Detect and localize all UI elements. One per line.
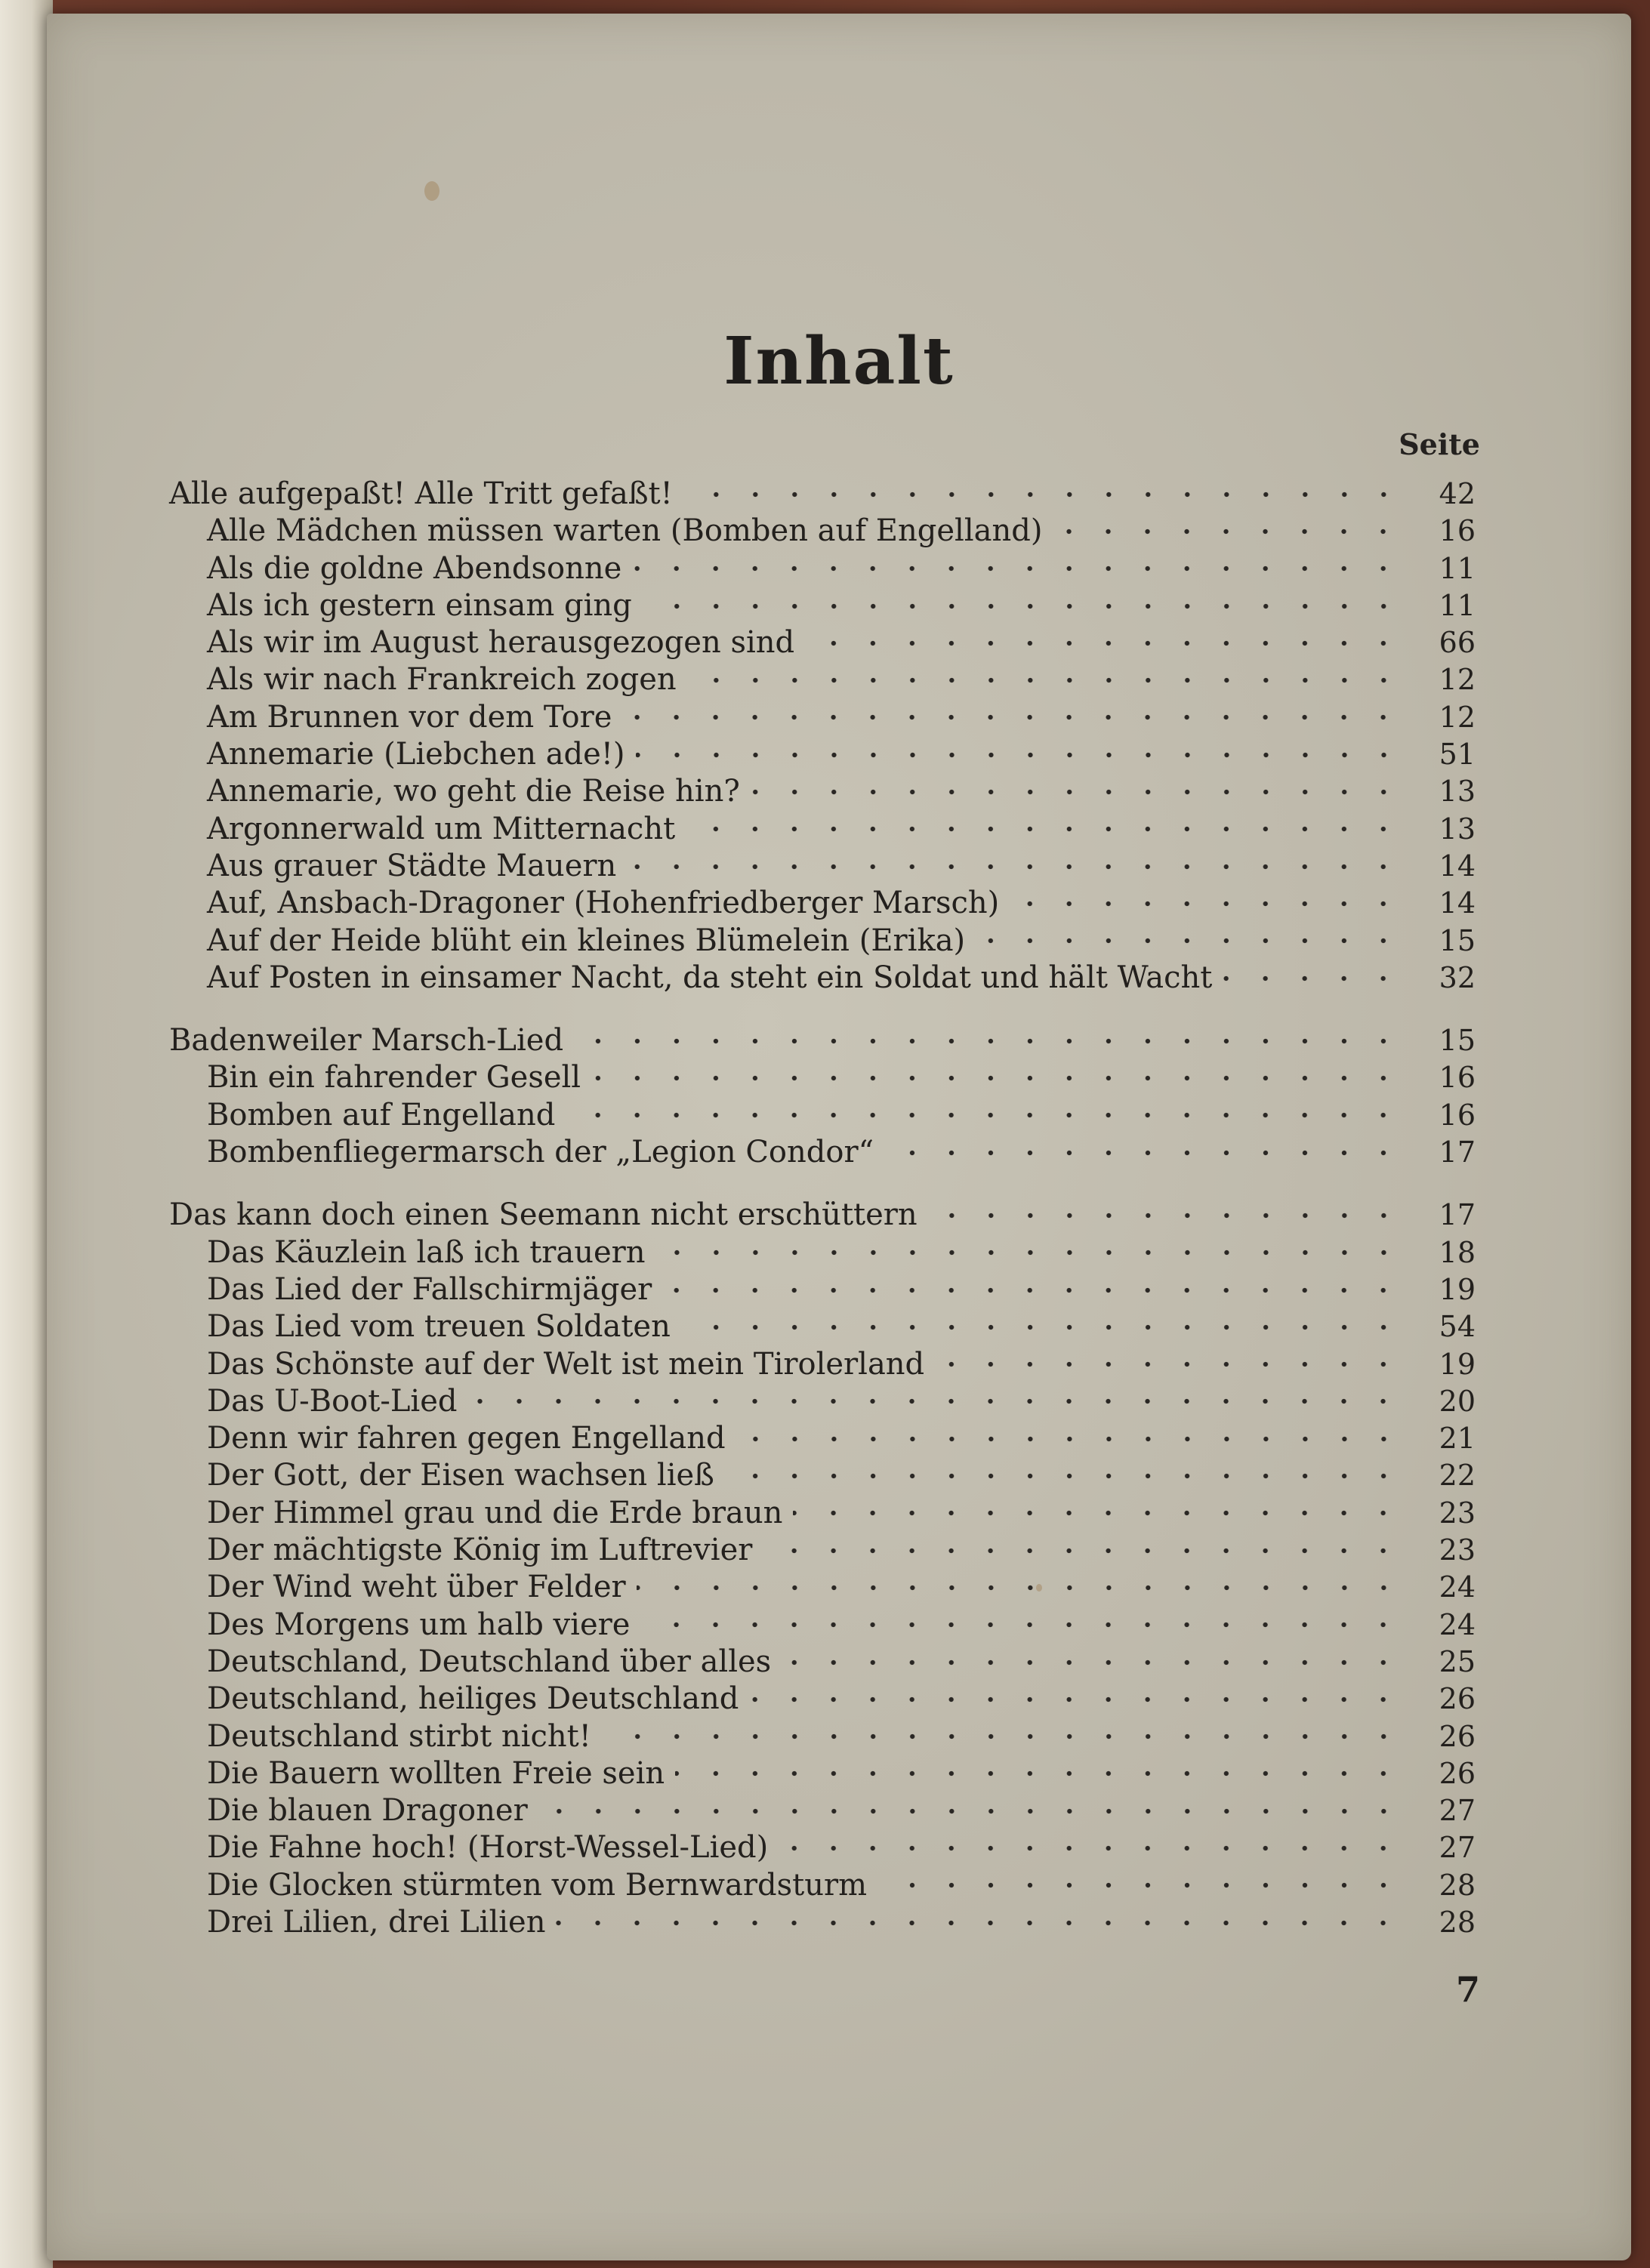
- toc-entry-page: 13: [1439, 775, 1476, 809]
- toc-entry-page: 24: [1439, 1570, 1476, 1604]
- toc-entry-title: Denn wir fahren gegen Engelland: [207, 1421, 726, 1456]
- toc-entry-title: Das Lied vom treuen Soldaten: [207, 1309, 671, 1345]
- toc-entry: [169, 885, 1476, 922]
- toc-entry: [169, 923, 1476, 960]
- toc-entry-page: 28: [1439, 1905, 1476, 1939]
- dot-leader: [467, 1397, 1403, 1406]
- toc-entry: [169, 476, 1476, 513]
- toc-entry-title: Der Himmel grau und die Erde braun: [207, 1495, 783, 1530]
- dot-leader: [1010, 899, 1403, 908]
- toc-entry-page: 26: [1439, 1756, 1476, 1790]
- paper-stain: [424, 181, 439, 201]
- dot-leader: [976, 936, 1403, 945]
- table-of-contents: [169, 476, 1476, 1967]
- toc-entry-title: Auf Posten in einsamer Nacht, da steht ein Soldat und hält Wacht: [207, 960, 1213, 995]
- toc-entry-title: Der Wind weht über Felder: [207, 1570, 626, 1605]
- toc-entry-title: Badenweiler Marsch-Lied: [169, 1023, 564, 1059]
- toc-entry-page: 21: [1439, 1422, 1476, 1456]
- dot-leader: [928, 1211, 1403, 1220]
- toc-entry: [169, 1718, 1476, 1755]
- dot-leader: [779, 1844, 1403, 1853]
- dot-leader: [640, 1620, 1403, 1629]
- toc-entry: [169, 1457, 1476, 1494]
- toc-entry-page: 12: [1439, 700, 1476, 734]
- dot-leader: [681, 1323, 1403, 1332]
- toc-entry-title: Deutschland, Deutschland über alles: [207, 1644, 772, 1679]
- toc-entry: [169, 1234, 1476, 1271]
- toc-entry: [169, 1904, 1476, 1941]
- toc-entry-title: Als wir nach Frankreich zogen: [207, 662, 677, 698]
- dot-leader: [793, 1508, 1403, 1518]
- toc-entry-title: Am Brunnen vor dem Tore: [207, 699, 612, 735]
- dot-leader: [884, 1148, 1403, 1157]
- toc-entry: [169, 960, 1476, 997]
- toc-entry-page: 11: [1439, 588, 1476, 622]
- toc-entry-title: Bomben auf Engelland: [207, 1097, 556, 1132]
- toc-entry-title: Als die goldne Abendsonne: [207, 550, 622, 586]
- toc-entry-page: 14: [1439, 849, 1476, 883]
- toc-entry-title: Bin ein fahrender Gesell: [207, 1060, 581, 1095]
- toc-entry: [169, 661, 1476, 698]
- toc-entry: [169, 1681, 1476, 1718]
- page-number: 7: [1455, 1969, 1480, 2010]
- toc-entry: [169, 1420, 1476, 1457]
- toc-entry-page: 51: [1439, 738, 1476, 772]
- toc-entry: [169, 1644, 1476, 1681]
- dot-leader: [935, 1360, 1403, 1369]
- dot-leader: [736, 1434, 1403, 1444]
- toc-entry-page: 42: [1439, 477, 1476, 510]
- toc-entry: [169, 1346, 1476, 1383]
- toc-entry-page: 19: [1439, 1347, 1476, 1381]
- toc-entry: [169, 1607, 1476, 1644]
- toc-entry-title: Alle aufgepaßt! Alle Tritt gefaßt!: [169, 476, 673, 511]
- toc-entry-page: 17: [1439, 1198, 1476, 1232]
- toc-entry-page: 25: [1439, 1644, 1476, 1678]
- toc-entry: [169, 513, 1476, 550]
- toc-entry-page: 26: [1439, 1719, 1476, 1753]
- dot-leader: [805, 639, 1403, 648]
- toc-entry-page: 28: [1439, 1868, 1476, 1902]
- toc-entry-page: 66: [1439, 626, 1476, 660]
- dot-leader: [675, 1769, 1403, 1778]
- toc-entry-title: Des Morgens um halb viere: [207, 1607, 631, 1642]
- dot-leader: [686, 824, 1403, 834]
- dot-leader: [782, 1658, 1403, 1667]
- toc-entry-title: Die Glocken stürmten vom Bernwardsturm: [207, 1867, 868, 1903]
- toc-entry-title: Das Schönste auf der Welt ist mein Tirolerland: [207, 1346, 925, 1382]
- toc-entry-page: 27: [1439, 1794, 1476, 1828]
- toc-entry-page: 23: [1439, 1496, 1476, 1530]
- dot-leader: [751, 787, 1403, 797]
- toc-entry-title: Das Lied der Fallschirmjäger: [207, 1271, 652, 1307]
- toc-entry-title: Der mächtigste König im Luftrevier: [207, 1533, 753, 1568]
- page-title: Inhalt: [723, 323, 955, 399]
- book-page: [47, 14, 1631, 2260]
- toc-entry-title: Die blauen Dragoner: [207, 1793, 528, 1829]
- toc-entry-page: 13: [1439, 812, 1476, 846]
- toc-entry-page: 17: [1439, 1136, 1476, 1169]
- toc-entry-page: 24: [1439, 1607, 1476, 1641]
- toc-entry: [169, 1197, 1476, 1234]
- toc-entry: [169, 1383, 1476, 1420]
- dot-leader: [643, 602, 1403, 611]
- toc-entry-title: Das U-Boot-Lied: [207, 1383, 458, 1419]
- dot-leader: [656, 1248, 1403, 1257]
- toc-entry: [169, 1495, 1476, 1532]
- toc-entry-title: Annemarie, wo geht die Reise hin?: [207, 774, 740, 809]
- dot-leader: [556, 1918, 1403, 1927]
- toc-entry-title: Auf der Heide blüht ein kleines Blümelein (Erika): [207, 923, 966, 958]
- toc-entry-title: Deutschland, heiliges Deutschland: [207, 1681, 739, 1717]
- toc-entry-title: Argonnerwald um Mitternacht: [207, 811, 676, 846]
- dot-leader: [662, 1286, 1403, 1295]
- toc-entry-title: Als ich gestern einsam ging: [207, 587, 632, 623]
- dot-leader: [632, 564, 1403, 573]
- dot-leader: [877, 1881, 1403, 1890]
- toc-entry: [169, 1829, 1476, 1866]
- dot-leader: [637, 1583, 1403, 1592]
- toc-entry-title: Das Käuzlein laß ich trauern: [207, 1234, 646, 1270]
- toc-entry-page: 15: [1439, 1024, 1476, 1058]
- toc-entry-page: 11: [1439, 551, 1476, 585]
- toc-entry: [169, 624, 1476, 661]
- toc-entry: [169, 736, 1476, 773]
- dot-leader: [725, 1471, 1403, 1481]
- toc-entry-title: Auf, Ansbach-Dragoner (Hohenfriedberger Marsch): [207, 886, 1000, 921]
- toc-entry-page: 27: [1439, 1831, 1476, 1865]
- toc-entry-page: 54: [1439, 1310, 1476, 1344]
- toc-entry-page: 18: [1439, 1235, 1476, 1269]
- toc-entry: [169, 811, 1476, 848]
- toc-entry-page: 23: [1439, 1533, 1476, 1567]
- toc-entry-page: 26: [1439, 1682, 1476, 1716]
- toc-entry: [169, 550, 1476, 587]
- toc-entry-title: Deutschland stirbt nicht!: [207, 1718, 591, 1754]
- dot-leader: [574, 1037, 1403, 1046]
- dot-leader: [627, 862, 1403, 871]
- dot-leader: [636, 750, 1403, 760]
- toc-entry-page: 16: [1439, 514, 1476, 548]
- toc-entry-title: Drei Lilien, drei Lilien: [207, 1904, 546, 1940]
- dot-leader: [683, 490, 1403, 499]
- dot-leader: [763, 1546, 1403, 1555]
- toc-entry: [169, 587, 1476, 624]
- toc-entry: [169, 1755, 1476, 1792]
- dot-leader: [749, 1695, 1403, 1704]
- toc-entry: [169, 1792, 1476, 1829]
- toc-entry: [169, 1059, 1476, 1096]
- toc-entry-page: 12: [1439, 663, 1476, 697]
- toc-entry-page: 14: [1439, 886, 1476, 920]
- dot-leader: [622, 713, 1403, 722]
- dot-leader: [602, 1732, 1403, 1741]
- toc-entry: [169, 699, 1476, 736]
- facing-page-edge: [0, 0, 53, 2268]
- toc-entry-page: 32: [1439, 960, 1476, 994]
- toc-entry: [169, 1271, 1476, 1308]
- toc-entry-title: Als wir im August herausgezogen sind: [207, 625, 795, 661]
- toc-entry-title: Aus grauer Städte Mauern: [207, 848, 617, 883]
- dot-leader: [1223, 974, 1403, 983]
- toc-entry: [169, 1022, 1476, 1059]
- toc-entry: [169, 773, 1476, 810]
- toc-entry-title: Annemarie (Liebchen ade!): [207, 737, 625, 772]
- toc-entry: [169, 1308, 1476, 1345]
- dot-leader: [591, 1074, 1403, 1083]
- toc-entry-title: Bombenfliegermarsch der „Legion Condor“: [207, 1135, 874, 1170]
- toc-entry: [169, 1867, 1476, 1904]
- toc-entry-page: 16: [1439, 1098, 1476, 1132]
- dot-leader: [566, 1111, 1403, 1120]
- toc-entry: [169, 1532, 1476, 1569]
- toc-group: [169, 1197, 1476, 1941]
- toc-entry-page: 22: [1439, 1459, 1476, 1493]
- toc-entry-title: Das kann doch einen Seemann nicht erschüttern: [169, 1197, 918, 1233]
- toc-entry: [169, 1569, 1476, 1606]
- toc-entry-title: Alle Mädchen müssen warten (Bomben auf Engelland): [207, 513, 1043, 549]
- toc-entry-title: Die Fahne hoch! (Horst-Wessel-Lied): [207, 1830, 769, 1866]
- dot-leader: [538, 1807, 1403, 1816]
- toc-entry-page: 15: [1439, 923, 1476, 957]
- toc-group: [169, 1022, 1476, 1171]
- dot-leader: [1053, 527, 1403, 536]
- toc-entry-title: Der Gott, der Eisen wachsen ließ: [207, 1458, 714, 1493]
- toc-entry-page: 16: [1439, 1061, 1476, 1095]
- toc-entry: [169, 848, 1476, 885]
- toc-entry-page: 19: [1439, 1272, 1476, 1306]
- toc-entry: [169, 1134, 1476, 1171]
- toc-group: [169, 476, 1476, 997]
- toc-entry-page: 20: [1439, 1384, 1476, 1418]
- page-column-header: Seite: [1399, 427, 1480, 461]
- dot-leader: [687, 676, 1403, 685]
- toc-entry: [169, 1097, 1476, 1134]
- toc-entry-title: Die Bauern wollten Freie sein: [207, 1755, 665, 1791]
